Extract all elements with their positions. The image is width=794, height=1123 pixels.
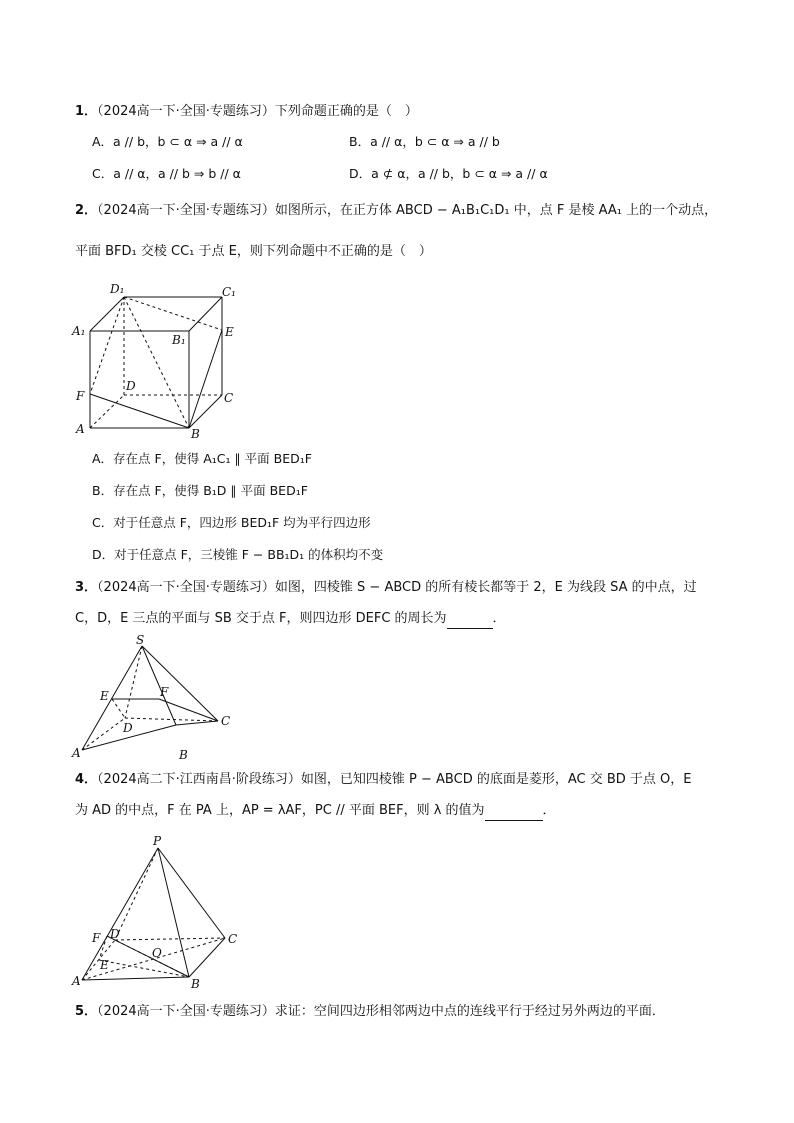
hidden-edge-P-D	[115, 848, 158, 940]
q2-option-d: D．对于任意点 F，三棱锥 F − BB₁D₁ 的体积均不变	[92, 547, 384, 562]
label-C: C	[224, 391, 234, 405]
label-P: P	[153, 834, 162, 848]
edge-B-C	[189, 395, 222, 428]
q5-stem: 求证：空间四边形相邻两边中点的连线平行于经过另外两边的平面．	[274, 1004, 665, 1019]
segment-F-B	[90, 394, 189, 428]
label-B: B	[191, 977, 200, 991]
label-A: A	[72, 974, 81, 988]
q5-number: 5．	[75, 1004, 98, 1019]
q4-source: （2024高二下·江西南昌·阶段练习）	[97, 772, 301, 787]
pyramid-sabcd-figure	[70, 632, 250, 762]
q1-number: 1．	[75, 104, 98, 119]
q3-stem-line-1	[75, 579, 697, 597]
q1-source: （2024高一下·全国·专题练习）	[97, 104, 275, 119]
hidden-edge-S-D	[125, 646, 142, 718]
q5-source: （2024高一下·全国·专题练习）	[97, 1004, 275, 1019]
label-B: B	[191, 427, 200, 441]
label-E: E	[100, 958, 109, 972]
q3-stem-2b: ．	[492, 611, 506, 626]
label-O: O	[152, 946, 162, 960]
label-E: E	[225, 325, 234, 339]
label-D: D	[110, 927, 120, 941]
q1-option-b: B．a // α，b ⊂ α ⇒ a // b	[349, 134, 500, 149]
q4-stem-2a: 为 AD 的中点，F 在 PA 上，AP = λAF，PC // 平面 BEF，则 λ 的值为	[75, 803, 485, 818]
q1-option-c: C．a // α，a // b ⇒ b // α	[92, 166, 241, 181]
label-S: S	[136, 633, 145, 647]
label-C1: C₁	[222, 285, 236, 299]
edge-A-B	[82, 977, 189, 980]
edge-A1-D1	[90, 297, 124, 331]
q4-stem-1: 如图，已知四棱锥 P − ABCD 的底面是菱形，AC 交 BD 于点 O，E	[300, 772, 692, 787]
hidden-segment-D1-E	[124, 297, 222, 330]
hidden-edge-D-C	[115, 938, 225, 940]
q1-option-d: D．a ⊄ α，a // b，b ⊂ α ⇒ a // α	[349, 166, 548, 181]
q5-stem-line	[75, 1003, 665, 1021]
q3-answer-blank[interactable]	[447, 610, 493, 629]
q2-option-b: B．存在点 F，使得 B₁D ∥ 平面 BED₁F	[92, 483, 308, 498]
edge-S-B	[142, 646, 176, 725]
label-F: F	[92, 931, 101, 945]
label-A: A	[72, 746, 81, 760]
q2-stem-1: 如图所示，在正方体 ABCD − A₁B₁C₁D₁ 中，点 F 是棱 AA₁ 上的一个动点，	[274, 203, 718, 218]
label-D: D	[123, 721, 133, 735]
q2-stem-line-1	[75, 202, 717, 220]
label-F: F	[76, 389, 85, 403]
hidden-edge-D-C	[125, 718, 218, 721]
label-A1: A₁	[72, 324, 86, 338]
label-D: D	[126, 379, 136, 393]
q3-source: （2024高一下·全国·专题练习）	[97, 580, 275, 595]
segment-F-C	[159, 699, 218, 721]
hidden-segment-D1-F	[90, 297, 124, 394]
label-B: B	[179, 748, 188, 762]
q4-stem-2b: ．	[542, 803, 556, 818]
pyramid-pabcd-figure	[70, 832, 250, 992]
q4-stem-line-2	[75, 802, 556, 821]
q3-stem-2a: C，D，E 三点的平面与 SB 交于点 F，则四边形 DEFC 的周长为	[75, 611, 447, 626]
label-D1: D₁	[110, 282, 125, 296]
cube-figure	[70, 278, 250, 443]
edge-B1-C1	[189, 297, 222, 331]
q3-stem-line-2	[75, 610, 506, 629]
label-C: C	[228, 932, 238, 946]
label-B1: B₁	[172, 333, 186, 347]
edge-P-A	[82, 848, 158, 980]
edge-B-C	[189, 938, 225, 977]
q2-option-a: A．存在点 F，使得 A₁C₁ ∥ 平面 BED₁F	[92, 451, 312, 466]
label-A: A	[76, 422, 85, 436]
segment-B-E	[189, 330, 222, 428]
q2-number: 2．	[75, 203, 98, 218]
edge-P-C	[158, 848, 225, 938]
hidden-segment-E-B	[99, 960, 189, 977]
q2-stem-line-2	[75, 243, 432, 261]
hidden-segment-D1-B	[124, 297, 189, 428]
edge-P-B	[158, 848, 189, 977]
hidden-edge-A-D	[82, 718, 125, 750]
label-E: E	[100, 689, 109, 703]
q2-source: （2024高一下·全国·专题练习）	[97, 203, 275, 218]
q4-stem-line-1	[75, 771, 691, 789]
q1-stem-line	[75, 103, 418, 121]
edge-S-C	[142, 646, 218, 721]
q1-option-a: A．a // b，b ⊂ α ⇒ a // α	[92, 134, 243, 149]
q2-stem-2: 平面 BFD₁ 交棱 CC₁ 于点 E，则下列命题中不正确的是（ ）	[75, 244, 432, 259]
q1-stem: 下列命题正确的是（ ）	[274, 104, 418, 119]
edge-B-C	[176, 721, 218, 725]
q3-number: 3．	[75, 580, 98, 595]
q3-stem-1: 如图，四棱锥 S − ABCD 的所有棱长都等于 2，E 为线段 SA 的中点，过	[274, 580, 697, 595]
edge-S-A	[82, 646, 142, 750]
hidden-segment-E-D	[112, 699, 125, 718]
q2-option-c: C．对于任意点 F，四边形 BED₁F 均为平行四边形	[92, 515, 371, 530]
q4-number: 4．	[75, 772, 98, 787]
hidden-edge-A-D	[82, 940, 115, 980]
label-C: C	[221, 714, 231, 728]
label-F: F	[160, 685, 169, 699]
q4-answer-blank[interactable]	[485, 802, 543, 821]
